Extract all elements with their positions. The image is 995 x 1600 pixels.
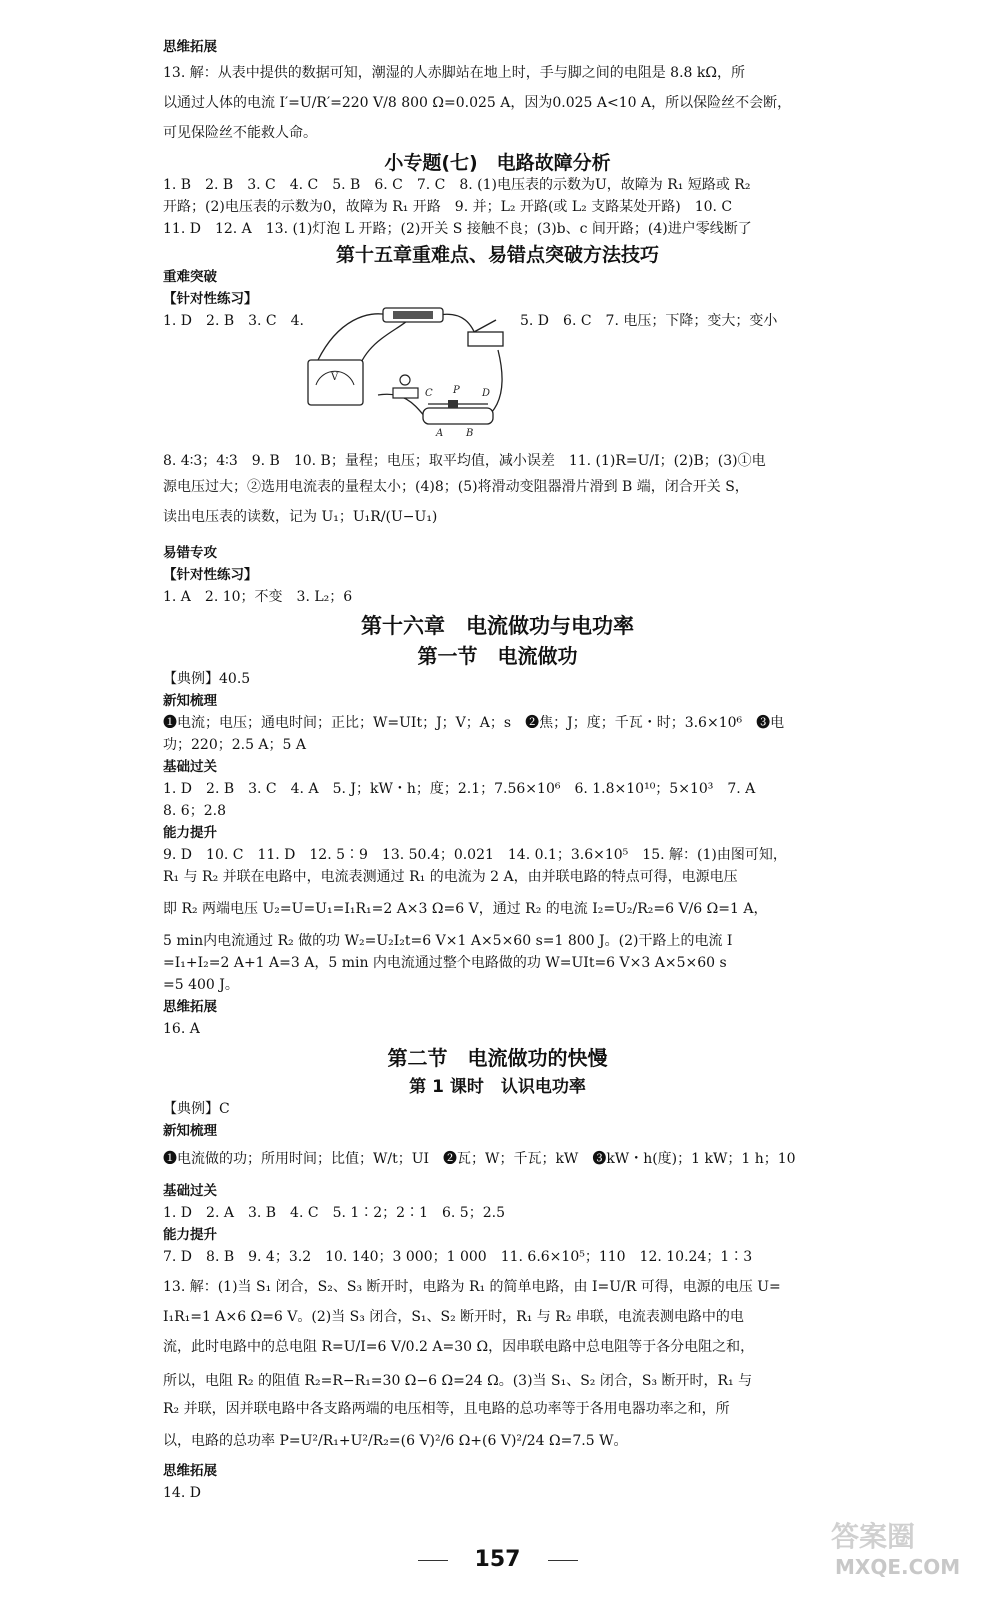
watermark-logo	[827, 1512, 977, 1582]
watermark-text: 答案圈	[831, 1520, 916, 1553]
text-line: 即 R₂ 两端电压 U₂=U=U₁=I₁R₁=2 A×3 Ω=6 V，通过 R₂ 的电流 I₂=U₂/R₂=6 V/6 Ω=1 A，	[163, 901, 768, 917]
text-line: 5. D 6. C 7. 电压；下降；变大；变小	[520, 313, 778, 329]
section-label: 易错专攻	[163, 545, 217, 561]
diagram-label: V	[331, 372, 339, 383]
text-line: 1. D 2. A 3. B 4. C 5. 1∶2；2∶1 6. 5；2.5	[163, 1205, 505, 1221]
text-line: 8. 6；2.8	[163, 803, 226, 819]
section-label: 能力提升	[163, 825, 217, 841]
section-label: 【针对性练习】	[163, 291, 258, 307]
section-label: 思维拓展	[163, 39, 217, 55]
text-line: =5 400 J。	[163, 977, 239, 993]
text-line: 5 min内电流通过 R₂ 做的功 W₂=U₂I₂t=6 V×1 A×5×60 s=1 800 J。(2)干路上的电流 I	[163, 933, 733, 949]
text-line: ❶电流；电压；通电时间；正比；W=UIt；J；V；A；s ❷焦；J；度；千瓦・时；3.6×10⁶ ❸电	[163, 715, 785, 731]
text-line: 【典例】40.5	[163, 671, 251, 687]
text-line: 14. D	[163, 1485, 201, 1501]
text-line: 以，电路的总功率 P=U²/R₁+U²/R₂=(6 V)²/6 Ω+(6 V)²/24 Ω=7.5 W。	[163, 1433, 628, 1449]
heading-sec1: 第一节 电流做功	[417, 644, 578, 668]
text-line: 8. 4∶3；4∶3 9. B 10. B；量程；电压；取平均值，减小误差 11. (1)R=U/I；(2)B；(3)①电	[163, 453, 766, 469]
text-line: 1. B 2. B 3. C 4. C 5. B 6. C 7. C 8. (1)电压表的示数为U，故障为 R₁ 短路或 R₂	[163, 177, 751, 193]
text-line: 13. 解：从表中提供的数据可知，潮湿的人赤脚站在地上时，手与脚之间的电阻是 8.8 kΩ，所	[163, 65, 745, 81]
text-line: 9. D 10. C 11. D 12. 5∶9 13. 50.4；0.021 14. 0.1；3.6×10⁵ 15. 解：(1)由图可知，	[163, 847, 787, 863]
diagram-label: D	[482, 388, 491, 399]
text-line: 以通过人体的电流 I′=U/R′=220 V/8 800 Ω=0.025 A，因为0.025 A<10 A，所以保险丝不会断，	[163, 95, 792, 111]
section-label: 【针对性练习】	[163, 567, 258, 583]
watermark-url: MXQE.COM	[835, 1555, 961, 1579]
text-line: R₂ 并联，因并联电路中各支路两端的电压相等，且电路的总功率等于各用电器功率之和，所	[163, 1401, 730, 1417]
text-line: R₁ 与 R₂ 并联在电路中，电流表测通过 R₁ 的电流为 2 A，由并联电路的特点可得，电源电压	[163, 869, 738, 885]
text-line: 所以，电阻 R₂ 的阻值 R₂=R−R₁=30 Ω−6 Ω=24 Ω。(3)当 S₁、S₂ 闭合，S₃ 断开时，R₁ 与	[163, 1373, 753, 1389]
text-line: 源电压过大；②选用电流表的量程太小；(4)8；(5)将滑动变阻器滑片滑到 B 端，闭合开关 S，	[163, 479, 749, 495]
diagram-label: C	[425, 388, 433, 399]
text-line: 【典例】C	[163, 1101, 230, 1117]
text-line: 1. D 2. B 3. C 4. A 5. J；kW・h；度；2.1；7.56×10⁶ 6. 1.8×10¹⁰；5×10³ 7. A	[163, 781, 756, 797]
diagram-label: P	[453, 385, 460, 396]
section-label: 新知梳理	[163, 1123, 217, 1139]
section-label: 能力提升	[163, 1227, 217, 1243]
heading-topic7: 小专题(七) 电路故障分析	[384, 152, 611, 174]
diagram-label: B	[466, 428, 474, 439]
page-number-dash	[548, 1560, 578, 1561]
text-line: =I₁+I₂=2 A+1 A=3 A，5 min 内电流通过整个电路做的功 W=UIt=6 V×3 A×5×60 s	[163, 955, 727, 971]
heading-ch16: 第十六章 电流做功与电功率	[361, 614, 634, 638]
text-line: 1. D 2. B 3. C 4.	[163, 313, 305, 329]
text-line: 11. D 12. A 13. (1)灯泡 L 开路；(2)开关 S 接触不良；(3)b、c 间开路；(4)进户零线断了	[163, 221, 752, 237]
text-line: ❶电流做的功；所用时间；比值；W/t；UI ❷瓦；W；千瓦；kW ❸kW・h(度)；1 kW；1 h；10	[163, 1151, 796, 1167]
section-label: 新知梳理	[163, 693, 217, 709]
section-label: 基础过关	[163, 1183, 217, 1199]
page-number: 157	[474, 1547, 521, 1572]
diagram-label: A	[436, 428, 444, 439]
text-line: 开路；(2)电压表的示数为0，故障为 R₁ 开路 9. 并；L₂ 开路(或 L₂ 支路某处开路) 10. C	[163, 199, 733, 215]
section-label: 重难突破	[163, 269, 217, 285]
heading-lesson1: 第 1 课时 认识电功率	[409, 1077, 586, 1097]
text-line: 可见保险丝不能救人命。	[163, 125, 317, 141]
heading-ch15: 第十五章重难点、易错点突破方法技巧	[335, 244, 659, 266]
section-label: 思维拓展	[163, 999, 217, 1015]
text-line: 13. 解：(1)当 S₁ 闭合，S₂、S₃ 断开时，电路为 R₁ 的简单电路，由 I=U/R 可得，电源的电压 U=	[163, 1279, 781, 1295]
text-line: I₁R₁=1 A×6 Ω=6 V。(2)当 S₃ 闭合，S₁、S₂ 断开时，R₁ 与 R₂ 串联，电流表测电路中的电	[163, 1309, 744, 1325]
heading-sec2: 第二节 电流做功的快慢	[387, 1046, 608, 1070]
section-label: 思维拓展	[163, 1463, 217, 1479]
text-line: 流，此时电路中的总电阻 R=U/I=6 V/0.2 A=30 Ω，因串联电路中总电阻等于各分电阻之和，	[163, 1339, 755, 1355]
text-line: 读出电压表的读数，记为 U₁；U₁R/(U−U₁)	[163, 509, 438, 525]
text-line: 功；220；2.5 A；5 A	[163, 737, 307, 753]
section-label: 基础过关	[163, 759, 217, 775]
circuit-diagram	[298, 300, 518, 450]
text-line: 7. D 8. B 9. 4；3.2 10. 140；3 000；1 000 11. 6.6×10⁵；110 12. 10.24；1∶3	[163, 1249, 753, 1265]
text-line: 16. A	[163, 1021, 200, 1037]
text-line: 1. A 2. 10；不变 3. L₂；6	[163, 589, 353, 605]
